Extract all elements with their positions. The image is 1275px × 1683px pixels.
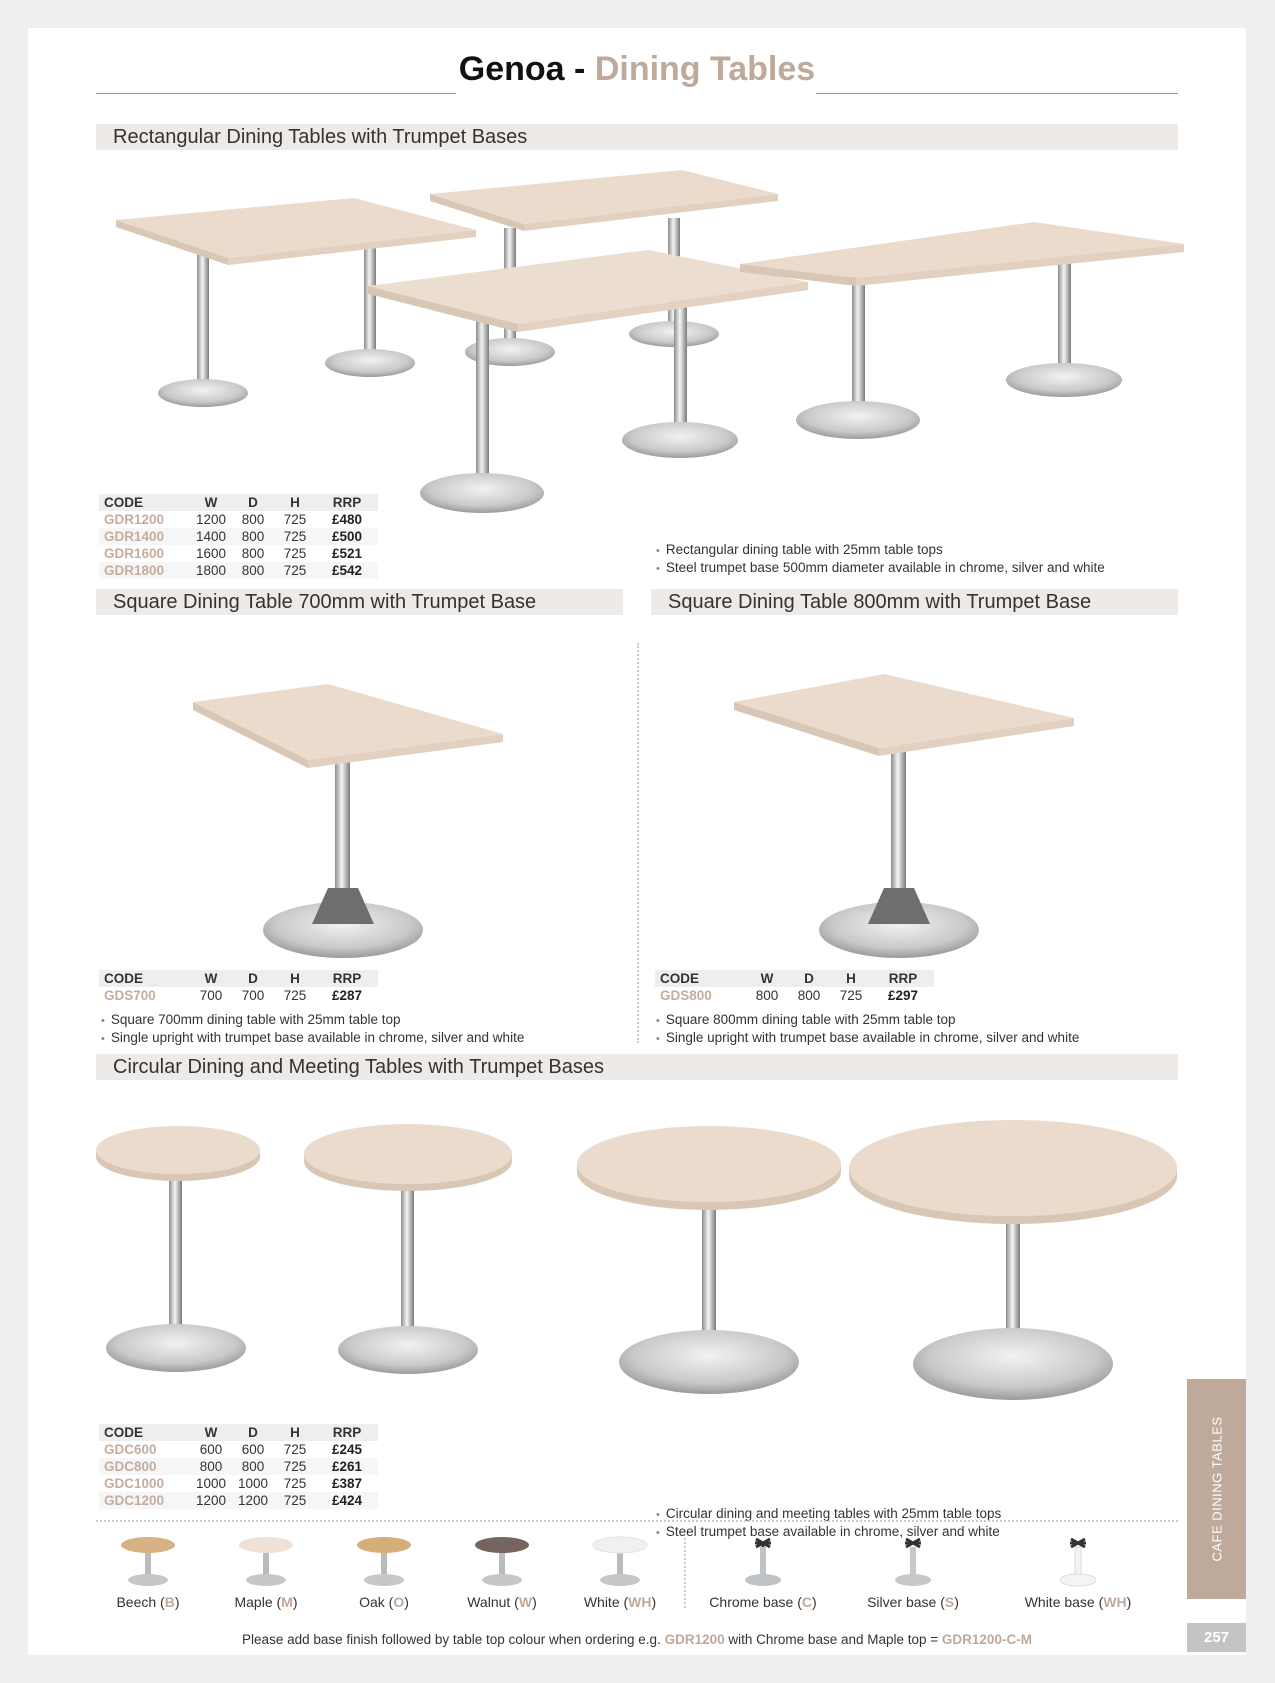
product-code: GDR1400 (99, 528, 190, 545)
bullets-square-700 (101, 1011, 524, 1047)
base-name: White base (1024, 1594, 1095, 1610)
spec-table-circular (99, 1424, 378, 1509)
width-value: 1600 (195, 546, 227, 561)
table-gdc1200 (849, 1120, 1177, 1400)
base-code: C (801, 1594, 813, 1610)
note-text-middle: with Chrome base and Maple top = (728, 1632, 939, 1647)
circular-tables-image (96, 1126, 1178, 1426)
height-value: 725 (839, 988, 863, 1003)
col-d: D (232, 494, 274, 511)
product-code: GDR1200 (104, 512, 165, 527)
col-w: W (190, 1424, 232, 1441)
table-row (99, 545, 378, 562)
section-heading-square-700: Square Dining Table 700mm with Trumpet Base (96, 589, 623, 615)
height-value: 725 (283, 1442, 307, 1457)
col-d: D (232, 970, 274, 987)
base-option-chrome (698, 1533, 828, 1610)
col-rrp: RRP (316, 970, 378, 987)
col-h: H (274, 494, 316, 511)
table-row (99, 562, 378, 579)
maple-swatch-icon (206, 1533, 326, 1591)
table-gdc1000 (577, 1126, 841, 1394)
width-value: 600 (199, 1442, 223, 1457)
title-main: Genoa - (458, 50, 586, 88)
depth-value: 800 (232, 1458, 274, 1475)
depth-value: 800 (797, 988, 821, 1003)
section-heading-rectangular: Rectangular Dining Tables with Trumpet Bases (96, 124, 1178, 150)
page-number: 257 (1187, 1623, 1246, 1652)
table-row (655, 987, 934, 1004)
price-value: £387 (331, 1476, 363, 1491)
bullet-item: • Single upright with trumpet base available in chrome, silver and white (101, 1029, 524, 1047)
col-rrp: RRP (872, 970, 934, 987)
base-name: Chrome base (709, 1594, 794, 1610)
product-code: GDC1000 (104, 1476, 165, 1491)
finishes-divider (96, 1520, 1178, 1522)
product-code: GDC1200 (99, 1492, 190, 1509)
walnut-swatch-icon (442, 1533, 562, 1591)
finish-swatch-walnut (442, 1533, 562, 1610)
bullet-item: • Rectangular dining table with 25mm table tops (656, 541, 1105, 559)
spec-table-square-700 (99, 970, 378, 1004)
price-value: £480 (331, 512, 363, 527)
finish-label: Walnut (W) (467, 1594, 537, 1610)
width-value: 700 (199, 988, 223, 1003)
height-value: 725 (283, 1476, 307, 1491)
column-divider (637, 643, 639, 1043)
height-value: 725 (283, 546, 307, 561)
price-value: £297 (887, 988, 919, 1003)
width-value: 1800 (190, 562, 232, 579)
col-h: H (274, 1424, 316, 1441)
col-w: W (746, 970, 788, 987)
bullet-item: • Square 800mm dining table with 25mm table top (656, 1011, 1079, 1029)
product-code: GDS800 (660, 988, 712, 1003)
bullets-square-800 (656, 1011, 1079, 1047)
finish-label: Beech (B) (116, 1594, 180, 1610)
price-value: £261 (316, 1458, 378, 1475)
finish-name: Oak (359, 1594, 385, 1610)
table-row (99, 1475, 378, 1492)
note-result-code: GDR1200-C-M (941, 1632, 1032, 1647)
product-code: GDS700 (104, 988, 156, 1003)
depth-value: 1000 (237, 1476, 269, 1491)
table-row (99, 1458, 378, 1475)
col-code: CODE (99, 1424, 190, 1441)
finish-code: O (393, 1594, 405, 1610)
spec-table-square-800 (655, 970, 934, 1004)
spec-table-header (655, 970, 934, 987)
finish-code: W (518, 1594, 533, 1610)
col-code: CODE (99, 494, 190, 511)
finish-swatch-white (560, 1533, 680, 1610)
finish-code: WH (628, 1594, 652, 1610)
price-value: £424 (316, 1492, 378, 1509)
width-value: 800 (755, 988, 779, 1003)
chrome-base-icon (698, 1533, 828, 1591)
price-value: £287 (331, 988, 363, 1003)
oak-swatch-icon (324, 1533, 444, 1591)
finish-swatch-beech (88, 1533, 208, 1610)
depth-value: 800 (232, 562, 274, 579)
base-label: White base (WH) (1024, 1594, 1132, 1610)
note-example-code: GDR1200 (664, 1632, 725, 1647)
base-name: Silver base (867, 1594, 937, 1610)
spec-table-rectangular (99, 494, 378, 579)
col-h: H (274, 970, 316, 987)
col-code: CODE (655, 970, 746, 987)
spec-table-header (99, 970, 378, 987)
table-gdr-right (740, 222, 1184, 439)
col-d: D (788, 970, 830, 987)
price-value: £245 (331, 1442, 363, 1457)
ordering-note (28, 1632, 1246, 1647)
product-code: GDR1600 (104, 546, 165, 561)
finish-label: Oak (O) (359, 1594, 409, 1610)
height-value: 725 (274, 1458, 316, 1475)
width-value: 1000 (195, 1476, 227, 1491)
base-code: S (944, 1594, 955, 1610)
col-rrp: RRP (316, 494, 378, 511)
table-row (99, 1441, 378, 1458)
table-gdc600 (96, 1126, 260, 1372)
col-d: D (232, 1424, 274, 1441)
depth-value: 800 (241, 512, 265, 527)
square-800-table-image (734, 638, 1094, 978)
beech-swatch-icon (88, 1533, 208, 1591)
height-value: 725 (274, 1492, 316, 1509)
base-option-silver (848, 1533, 978, 1610)
square-700-table-image (178, 638, 538, 978)
height-value: 725 (274, 562, 316, 579)
col-w: W (190, 970, 232, 987)
price-value: £521 (331, 546, 363, 561)
note-text-before: Please add base finish followed by table top colour when ordering e.g. (242, 1632, 661, 1647)
depth-value: 1200 (232, 1492, 274, 1509)
finish-name: White (583, 1594, 620, 1610)
finish-swatch-maple (206, 1533, 326, 1610)
table-row (99, 511, 378, 528)
base-label: Chrome base (C) (709, 1594, 817, 1610)
bullet-item: • Single upright with trumpet base available in chrome, silver and white (656, 1029, 1079, 1047)
depth-value: 700 (241, 988, 265, 1003)
bullets-rectangular (656, 541, 1105, 577)
product-code: GDC600 (104, 1442, 157, 1457)
base-label: Silver base (S) (867, 1594, 959, 1610)
catalogue-page (28, 28, 1246, 1655)
base-option-white (1008, 1533, 1148, 1610)
height-value: 725 (283, 512, 307, 527)
product-code: GDR1800 (99, 562, 190, 579)
page-title (28, 50, 1246, 89)
bullet-item: • Circular dining and meeting tables with 25mm table tops (656, 1505, 1001, 1523)
silver-base-icon (848, 1533, 978, 1591)
side-tab-label: CAFE DINING TABLES (1209, 1416, 1224, 1562)
spec-table-header (99, 1424, 378, 1441)
table-row (99, 987, 378, 1004)
finish-name: Beech (116, 1594, 157, 1610)
table-row (99, 528, 378, 545)
price-value: £542 (316, 562, 378, 579)
rectangular-tables-image (96, 158, 1178, 528)
col-rrp: RRP (316, 1424, 378, 1441)
white-base-icon (1008, 1533, 1148, 1591)
table-row (99, 1492, 378, 1509)
section-heading-circular: Circular Dining and Meeting Tables with Trumpet Bases (96, 1054, 1178, 1080)
col-w: W (190, 494, 232, 511)
depth-value: 800 (232, 528, 274, 545)
height-value: 725 (283, 988, 307, 1003)
table-gdr-front (368, 250, 808, 513)
width-value: 1200 (195, 512, 227, 527)
width-value: 1200 (190, 1492, 232, 1509)
spec-table-header (99, 494, 378, 511)
bullet-item: • Steel trumpet base 500mm diameter available in chrome, silver and white (656, 559, 1105, 577)
finish-base-divider (684, 1538, 686, 1608)
finish-label: Maple (M) (234, 1594, 298, 1610)
table-gdc800 (304, 1124, 512, 1374)
col-h: H (830, 970, 872, 987)
title-accent: Dining Tables (594, 50, 816, 88)
title-rule-left (96, 93, 456, 94)
finish-label: White (WH) (583, 1594, 657, 1610)
finish-name: Maple (234, 1594, 273, 1610)
section-heading-square-800: Square Dining Table 800mm with Trumpet Base (651, 589, 1178, 615)
finish-code: M (281, 1594, 293, 1610)
depth-value: 800 (241, 546, 265, 561)
bullet-item: • Steel trumpet base available in chrome, silver and white (656, 1523, 1001, 1541)
product-code: GDC800 (99, 1458, 190, 1475)
col-code: CODE (99, 970, 190, 987)
title-rule-right (816, 93, 1178, 94)
finish-name: Walnut (467, 1594, 511, 1610)
finish-code: B (164, 1594, 175, 1610)
width-value: 1400 (190, 528, 232, 545)
price-value: £500 (316, 528, 378, 545)
white-swatch-icon (560, 1533, 680, 1591)
base-code: WH (1103, 1594, 1127, 1610)
section-side-tab (1187, 1379, 1246, 1599)
depth-value: 600 (241, 1442, 265, 1457)
height-value: 725 (274, 528, 316, 545)
bullet-item: • Square 700mm dining table with 25mm table top (101, 1011, 524, 1029)
width-value: 800 (190, 1458, 232, 1475)
finish-swatch-oak (324, 1533, 444, 1610)
